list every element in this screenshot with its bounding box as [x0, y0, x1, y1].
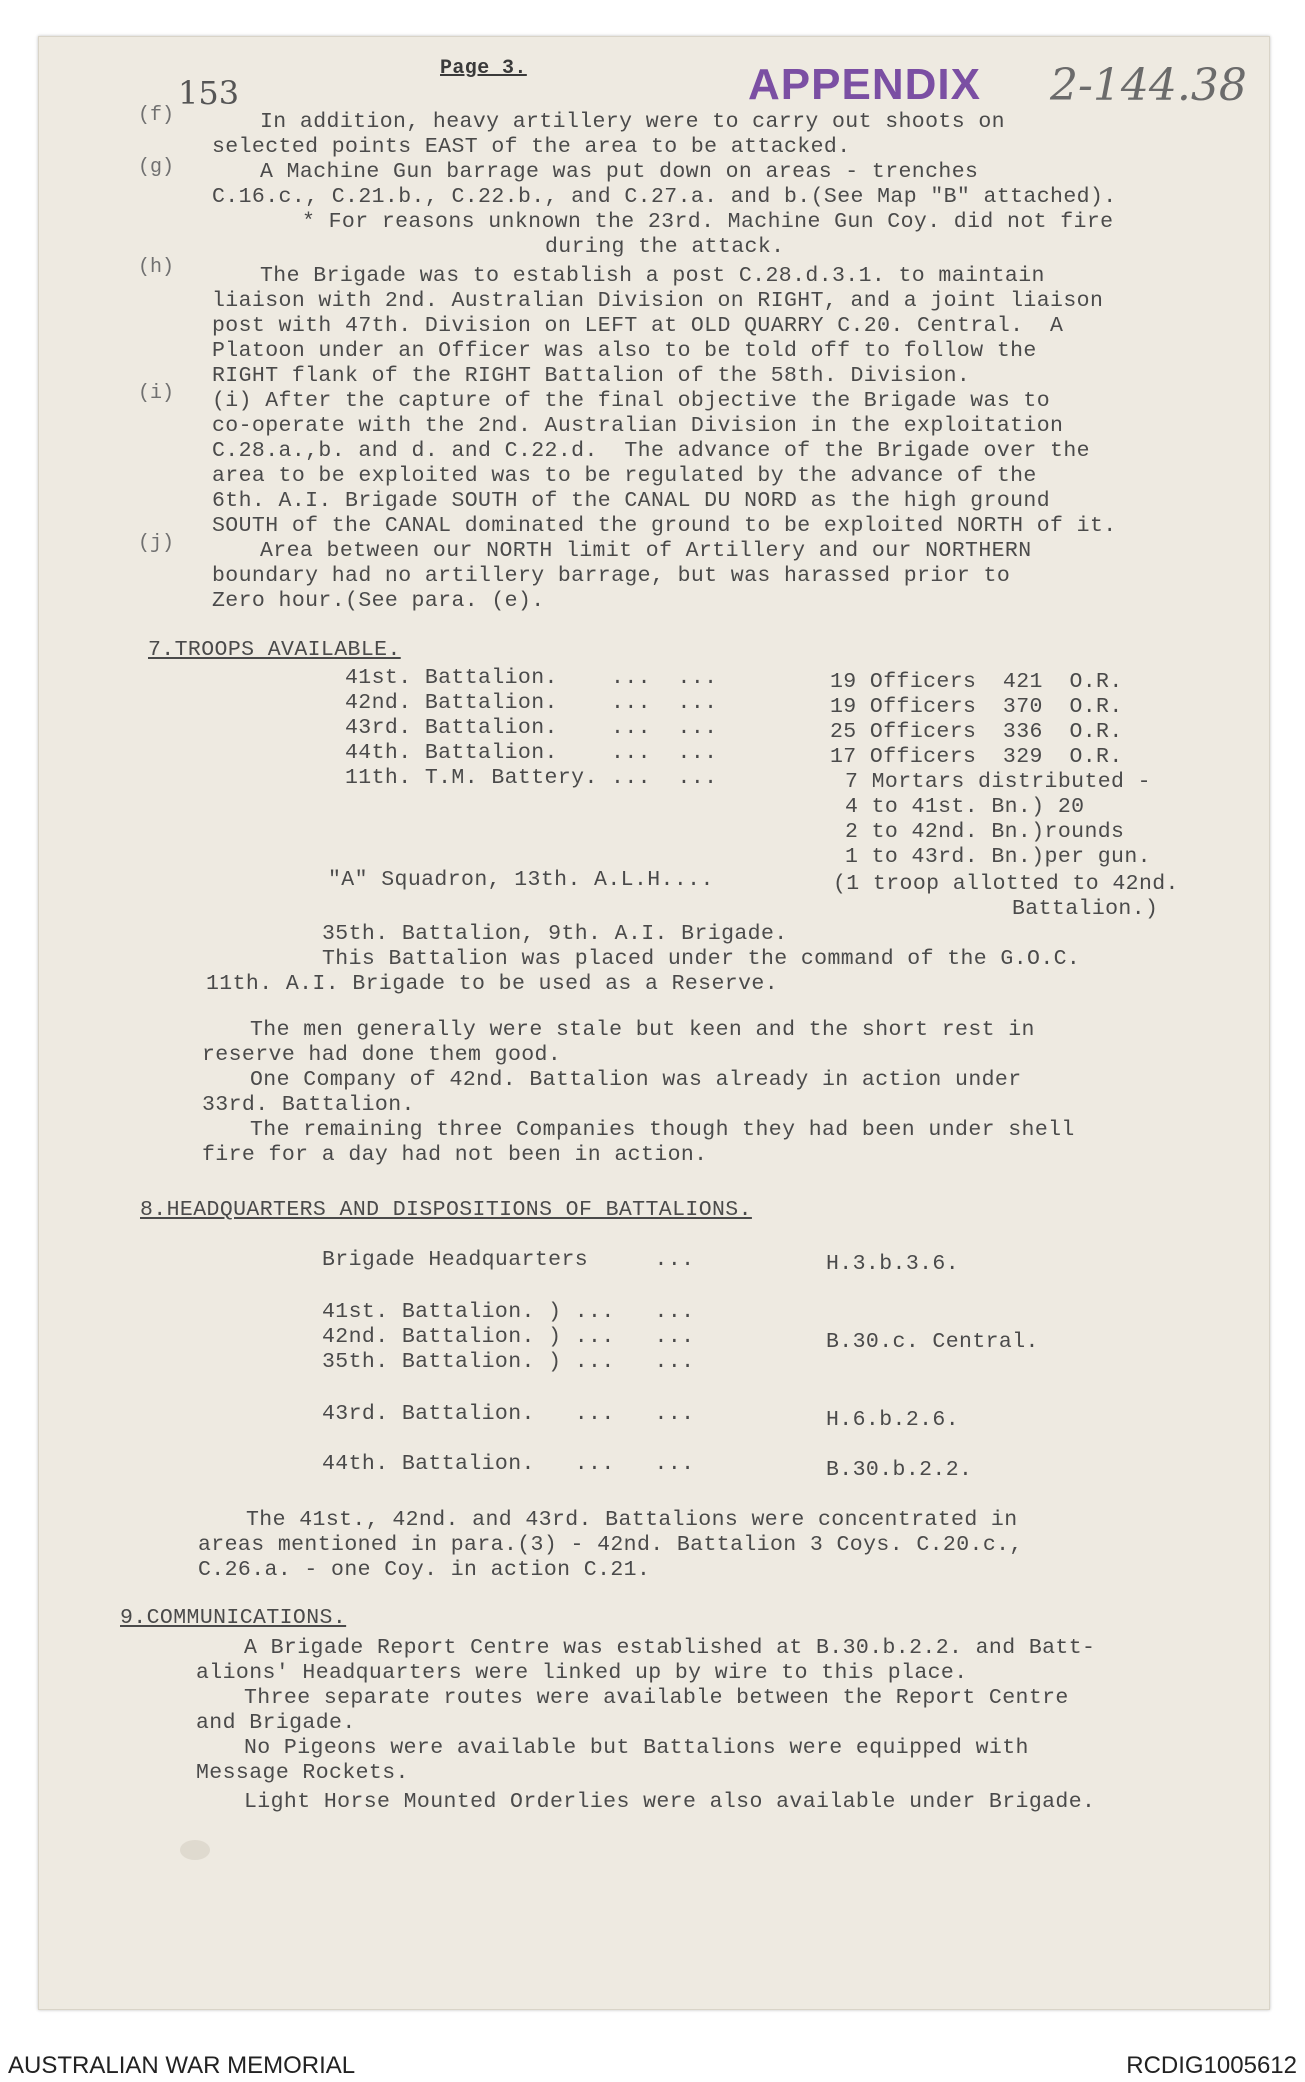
margin-mark-f: (f) — [138, 104, 175, 127]
text-line: * For reasons unknown the 23rd. Machine Gun Coy. did not fire — [302, 210, 1114, 234]
text-line: co-operate with the 2nd. Australian Division in the exploitation — [212, 414, 1064, 438]
handwritten-folio: 153 — [178, 74, 240, 112]
text-line: Message Rockets. — [196, 1761, 409, 1785]
text-line: fire for a day had not been in action. — [202, 1143, 708, 1167]
hq-unit: 42nd. Battalion. ) ... ... — [322, 1325, 695, 1349]
hq-location: H.6.b.2.6. — [826, 1408, 960, 1432]
text-line: The remaining three Companies though they had been under shell — [250, 1118, 1075, 1142]
text-line: SOUTH of the CANAL dominated the ground to be exploited NORTH of it. — [212, 514, 1117, 538]
hq-unit: 41st. Battalion. ) ... ... — [322, 1300, 695, 1324]
hq-unit: 44th. Battalion. ... ... — [322, 1452, 695, 1476]
text-line: areas mentioned in para.(3) - 42nd. Battalion 3 Coys. C.20.c., — [198, 1533, 1023, 1557]
text-line: liaison with 2nd. Australian Division on RIGHT, and a joint liaison — [212, 289, 1104, 313]
troops-unit: "A" Squadron, 13th. A.L.H.... — [328, 868, 714, 892]
text-line: The 41st., 42nd. and 43rd. Battalions were concentrated in — [246, 1508, 1018, 1532]
text-line: Light Horse Mounted Orderlies were also available under Brigade. — [244, 1790, 1096, 1814]
hq-unit: 35th. Battalion. ) ... ... — [322, 1350, 695, 1374]
margin-mark-h: (h) — [138, 256, 175, 279]
troops-strength: 25 Officers 336 O.R. — [830, 720, 1123, 744]
text-line: Zero hour.(See para. (e). — [212, 589, 545, 613]
text-line: A Brigade Report Centre was established at B.30.b.2.2. and Batt- — [244, 1636, 1096, 1660]
troops-unit: 11th. T.M. Battery. ... ... — [345, 766, 718, 790]
text-line: reserve had done them good. — [202, 1043, 562, 1067]
margin-mark-j: (j) — [138, 532, 175, 555]
text-line: In addition, heavy artillery were to carry out shoots on — [260, 110, 1005, 134]
text-line: One Company of 42nd. Battalion was already in action under — [250, 1068, 1022, 1092]
text-line: RIGHT flank of the RIGHT Battalion of the 58th. Division. — [212, 364, 971, 388]
text-line: boundary had no artillery barrage, but was harassed prior to — [212, 564, 1011, 588]
footer-institution: AUSTRALIAN WAR MEMORIAL — [8, 2052, 356, 2079]
hq-location: B.30.c. Central. — [826, 1330, 1039, 1354]
text-line: 35th. Battalion, 9th. A.I. Brigade. — [322, 922, 788, 946]
text-line: C.16.c., C.21.b., C.22.b., and C.27.a. and b.(See Map "B" attached). — [212, 185, 1117, 209]
troops-strength: 17 Officers 329 O.R. — [830, 745, 1123, 769]
hq-location: B.30.b.2.2. — [826, 1458, 973, 1482]
hq-location: H.3.b.3.6. — [826, 1252, 960, 1276]
text-line: selected points EAST of the area to be attacked. — [212, 135, 851, 159]
mortar-distribution: 7 Mortars distributed - — [845, 770, 1151, 794]
text-line: C.28.a.,b. and d. and C.22.d. The advance of the Brigade over the — [212, 439, 1090, 463]
text-line: A Machine Gun barrage was put down on areas - trenches — [260, 160, 979, 184]
text-line: (i) After the capture of the final objective the Brigade was to — [212, 389, 1051, 413]
text-line: and Brigade. — [196, 1711, 356, 1735]
section-heading-troops: 7.TROOPS AVAILABLE. — [148, 638, 401, 662]
margin-mark-i: (i) — [138, 382, 175, 405]
mortar-distribution: 2 to 42nd. Bn.)rounds — [845, 820, 1125, 844]
mortar-distribution: 1 to 43rd. Bn.)per gun. — [845, 845, 1151, 869]
page-number-label: Page 3. — [440, 57, 527, 80]
hq-unit: Brigade Headquarters ... — [322, 1248, 695, 1272]
footer-identifier: RCDIG1005612 — [1126, 2052, 1297, 2079]
text-line: The Brigade was to establish a post C.28.d.3.1. to maintain — [260, 264, 1045, 288]
handwritten-reference: 2-144.38 — [1050, 60, 1247, 111]
troops-unit: 44th. Battalion. ... ... — [345, 741, 718, 765]
text-line: Platoon under an Officer was also to be told off to follow the — [212, 339, 1037, 363]
text-line: alions' Headquarters were linked up by wire to this place. — [196, 1661, 968, 1685]
text-line: post with 47th. Division on LEFT at OLD QUARRY C.20. Central. A — [212, 314, 1064, 338]
section-heading-communications: 9.COMMUNICATIONS. — [120, 1606, 347, 1630]
text-line: 6th. A.I. Brigade SOUTH of the CANAL DU NORD as the high ground — [212, 489, 1051, 513]
troops-unit: 41st. Battalion. ... ... — [345, 666, 718, 690]
text-line: The men generally were stale but keen and the short rest in — [250, 1018, 1035, 1042]
text-line: 33rd. Battalion. — [202, 1093, 415, 1117]
section-heading-headquarters: 8.HEADQUARTERS AND DISPOSITIONS OF BATTALIONS. — [140, 1198, 752, 1222]
troops-strength: (1 troop allotted to 42nd. — [833, 872, 1179, 896]
troops-strength: Battalion.) — [1012, 897, 1159, 921]
troops-unit: 42nd. Battalion. ... ... — [345, 691, 718, 715]
appendix-stamp: APPENDIX — [748, 60, 981, 109]
text-line: 11th. A.I. Brigade to be used as a Reserve. — [206, 972, 778, 996]
troops-strength: 19 Officers 421 O.R. — [830, 670, 1123, 694]
text-line: Three separate routes were available between the Report Centre — [244, 1686, 1069, 1710]
text-line: C.26.a. - one Coy. in action C.21. — [198, 1558, 651, 1582]
troops-unit: 43rd. Battalion. ... ... — [345, 716, 718, 740]
text-line: This Battalion was placed under the command of the G.O.C. — [322, 947, 1081, 971]
troops-strength: 19 Officers 370 O.R. — [830, 695, 1123, 719]
margin-mark-g: (g) — [138, 156, 175, 179]
text-line: No Pigeons were available but Battalions were equipped with — [244, 1736, 1029, 1760]
text-line: area to be exploited was to be regulated by the advance of the — [212, 464, 1037, 488]
hq-unit: 43rd. Battalion. ... ... — [322, 1402, 695, 1426]
text-line: during the attack. — [545, 235, 785, 259]
text-line: Area between our NORTH limit of Artillery and our NORTHERN — [260, 539, 1032, 563]
mortar-distribution: 4 to 41st. Bn.) 20 — [845, 795, 1085, 819]
